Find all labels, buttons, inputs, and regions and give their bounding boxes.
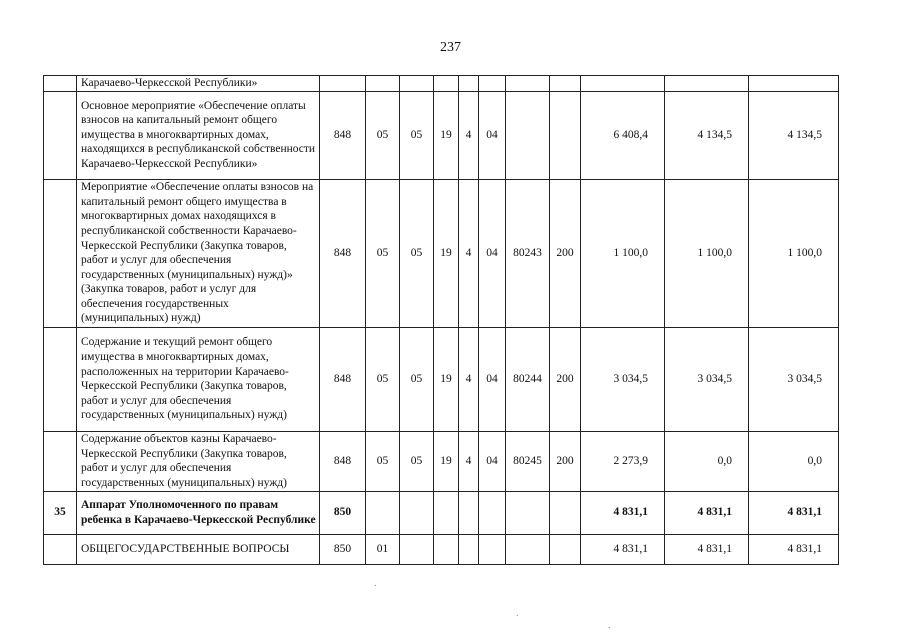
budget-table [43, 75, 839, 565]
cell-p2 [459, 491, 479, 534]
cell-s2: 4 134,5 [665, 91, 749, 179]
cell-rz [366, 76, 400, 92]
cell-pr [400, 534, 434, 564]
table-row [44, 491, 839, 534]
cell-p4: 80243 [506, 179, 550, 327]
cell-pr [400, 76, 434, 92]
cell-s2: 1 100,0 [665, 179, 749, 327]
cell-no [44, 91, 77, 179]
cell-rz: 05 [366, 327, 400, 431]
cell-p4 [506, 91, 550, 179]
cell-s1: 3 034,5 [581, 327, 665, 431]
cell-vr: 200 [550, 431, 581, 491]
table-row [44, 91, 839, 179]
cell-rz: 05 [366, 179, 400, 327]
cell-p1: 19 [434, 91, 459, 179]
cell-s3: 0,0 [749, 431, 839, 491]
cell-p2: 4 [459, 431, 479, 491]
cell-ved: 850 [320, 491, 366, 534]
cell-p4 [506, 491, 550, 534]
cell-p3: 04 [479, 327, 506, 431]
cell-vr [550, 534, 581, 564]
table-row [44, 179, 839, 327]
cell-vr [550, 76, 581, 92]
cell-p4 [506, 76, 550, 92]
cell-rz: 05 [366, 431, 400, 491]
cell-p3: 04 [479, 179, 506, 327]
scan-speck: . [374, 578, 377, 589]
cell-s1: 6 408,4 [581, 91, 665, 179]
cell-p1: 19 [434, 179, 459, 327]
cell-p1 [434, 534, 459, 564]
cell-rz: 05 [366, 91, 400, 179]
cell-p3: 04 [479, 431, 506, 491]
table-row [44, 327, 839, 431]
cell-s1: 2 273,9 [581, 431, 665, 491]
cell-s1: 4 831,1 [581, 491, 665, 534]
cell-pr: 05 [400, 91, 434, 179]
cell-p1 [434, 76, 459, 92]
table-row [44, 76, 839, 92]
cell-p1: 19 [434, 327, 459, 431]
cell-pr: 05 [400, 327, 434, 431]
cell-desc: Карачаево-Черкесской Республики» [77, 76, 320, 92]
cell-p3: 04 [479, 91, 506, 179]
cell-s1: 1 100,0 [581, 179, 665, 327]
cell-s3: 4 831,1 [749, 491, 839, 534]
cell-s2: 4 831,1 [665, 491, 749, 534]
table-row [44, 534, 839, 564]
cell-p2 [459, 76, 479, 92]
cell-s3: 3 034,5 [749, 327, 839, 431]
cell-vr [550, 491, 581, 534]
cell-no [44, 76, 77, 92]
cell-desc: Мероприятие «Обеспечение оплаты взносов на капитальный ремонт общего имущества в многоквартирных домах находящихся в республиканской собственности Карачаево-Черкесской Республики (Закупка товаров, работ и услуг для обеспечения государственных (муниципальных) нужд)» (Закупка товаров, работ и услуг для обеспечения государственных (муниципальных) нужд) [77, 179, 320, 327]
table-body [44, 76, 839, 565]
cell-no [44, 179, 77, 327]
cell-ved: 848 [320, 179, 366, 327]
cell-s1 [581, 76, 665, 92]
cell-p2: 4 [459, 179, 479, 327]
scan-speck: . [516, 608, 519, 619]
cell-no: 35 [44, 491, 77, 534]
scan-speck: . [608, 620, 611, 631]
cell-desc: Содержание и текущий ремонт общего имущества в многоквартирных домах, расположенных на территории Карачаево-Черкесской Республики (Закупка товаров, работ и услуг для обеспечения государственных (муниципальных) нужд) [77, 327, 320, 431]
cell-vr: 200 [550, 327, 581, 431]
cell-p1: 19 [434, 431, 459, 491]
cell-desc: Основное мероприятие «Обеспечение оплаты взносов на капитальный ремонт общего имущества в многоквартирных домах, находящихся в республиканской собственности Карачаево-Черкесской Республики» [77, 91, 320, 179]
cell-p3 [479, 534, 506, 564]
cell-s3: 4 831,1 [749, 534, 839, 564]
cell-desc: Содержание объектов казны Карачаево-Черкесской Республики (Закупка товаров, работ и услуг для обеспечения государственных (муниципальных) нужд) [77, 431, 320, 491]
cell-s2: 4 831,1 [665, 534, 749, 564]
cell-pr [400, 491, 434, 534]
cell-s1: 4 831,1 [581, 534, 665, 564]
table-row [44, 431, 839, 491]
cell-rz: 01 [366, 534, 400, 564]
cell-pr: 05 [400, 431, 434, 491]
cell-p4 [506, 534, 550, 564]
cell-ved: 848 [320, 431, 366, 491]
cell-p2: 4 [459, 327, 479, 431]
cell-s2: 0,0 [665, 431, 749, 491]
cell-ved: 848 [320, 327, 366, 431]
cell-s3: 1 100,0 [749, 179, 839, 327]
cell-pr: 05 [400, 179, 434, 327]
cell-desc: Аппарат Уполномоченного по правам ребенка в Карачаево-Черкесской Республике [77, 491, 320, 534]
cell-p4: 80244 [506, 327, 550, 431]
cell-s2: 3 034,5 [665, 327, 749, 431]
cell-s3 [749, 76, 839, 92]
cell-p3 [479, 491, 506, 534]
cell-no [44, 431, 77, 491]
cell-s3: 4 134,5 [749, 91, 839, 179]
cell-no [44, 534, 77, 564]
cell-vr: 200 [550, 179, 581, 327]
cell-p1 [434, 491, 459, 534]
cell-ved [320, 76, 366, 92]
cell-rz [366, 491, 400, 534]
cell-vr [550, 91, 581, 179]
cell-desc: ОБЩЕГОСУДАРСТВЕННЫЕ ВОПРОСЫ [77, 534, 320, 564]
cell-p2 [459, 534, 479, 564]
cell-ved: 848 [320, 91, 366, 179]
cell-s2 [665, 76, 749, 92]
cell-p3 [479, 76, 506, 92]
page-number: 237 [440, 40, 461, 55]
cell-ved: 850 [320, 534, 366, 564]
cell-no [44, 327, 77, 431]
cell-p4: 80245 [506, 431, 550, 491]
cell-p2: 4 [459, 91, 479, 179]
